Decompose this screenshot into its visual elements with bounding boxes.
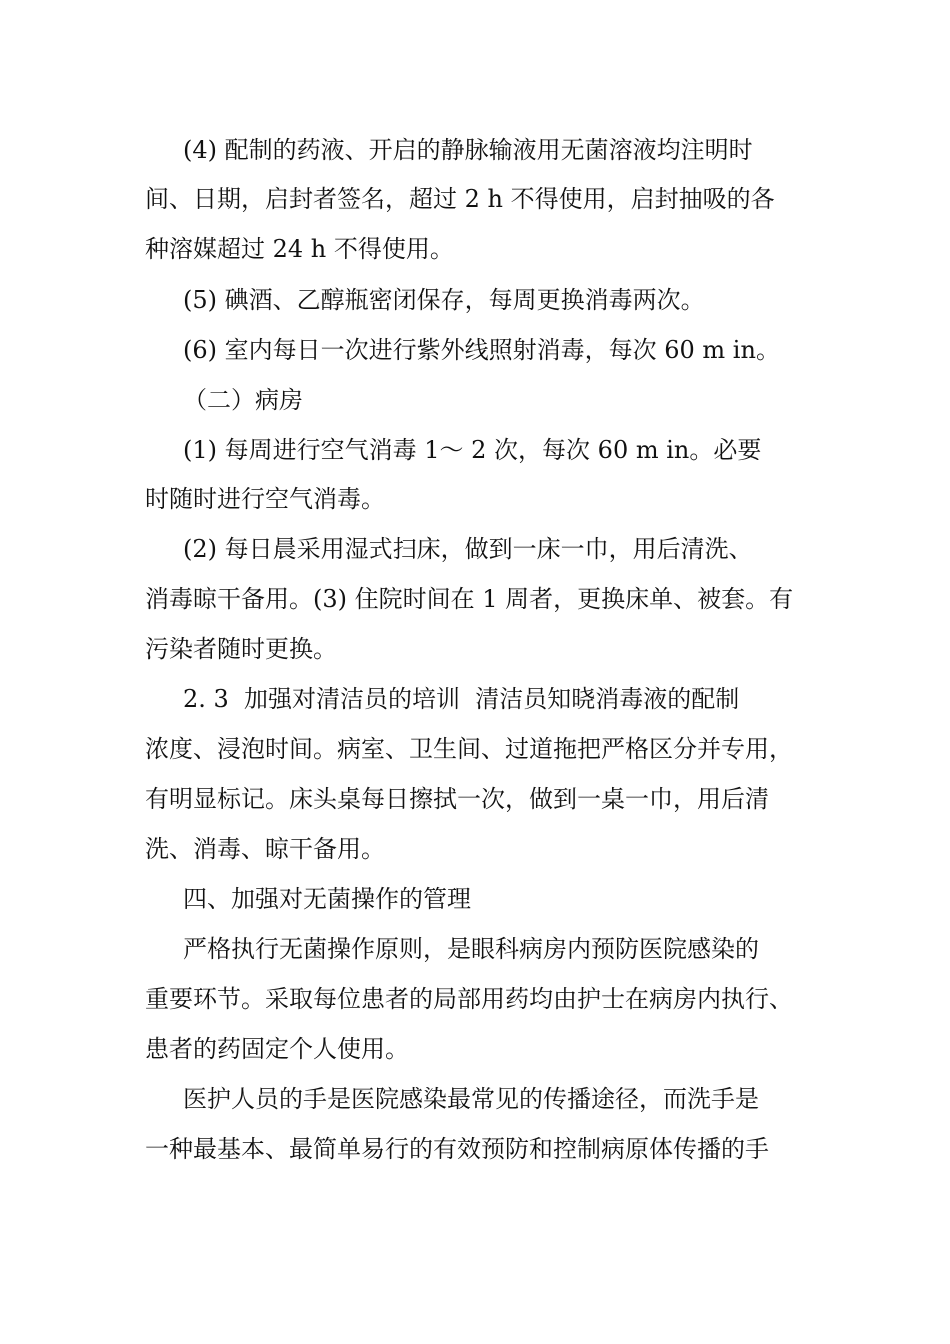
text-line: 重要环节。采取每位患者的局部用药均由护士在病房内执行、	[145, 985, 793, 1013]
section-heading: （二）病房	[183, 386, 303, 414]
text-line: 浓度、浸泡时间。病室、卫生间、过道拖把严格区分并专用，	[145, 735, 793, 763]
text-line: 时随时进行空气消毒。	[145, 485, 385, 513]
text-line: 患者的药固定个人使用。	[145, 1035, 409, 1063]
text-line: 种溶媒超过 24 h 不得使用。	[145, 235, 454, 263]
text-line: (4) 配制的药液、开启的静脉输液用无菌溶液均注明时	[183, 136, 753, 164]
text-line: 医护人员的手是医院感染最常见的传播途径，而洗手是	[183, 1085, 759, 1113]
text-line: 严格执行无菌操作原则，是眼科病房内预防医院感染的	[183, 935, 759, 963]
text-line: (6) 室内每日一次进行紫外线照射消毒，每次 60 m in。	[183, 336, 780, 364]
section-heading: 四、加强对无菌操作的管理	[183, 885, 471, 913]
text-line: (2) 每日晨采用湿式扫床，做到一床一巾，用后清洗、	[183, 535, 753, 563]
text-line: (5) 碘酒、乙醇瓶密闭保存，每周更换消毒两次。	[183, 286, 705, 314]
section-heading: 2. 3 加强对清洁员的培训 清洁员知晓消毒液的配制	[183, 685, 740, 713]
text-line: 一种最基本、最简单易行的有效预防和控制病原体传播的手	[145, 1135, 769, 1163]
text-line: 洗、消毒、晾干备用。	[145, 835, 385, 863]
text-line: 有明显标记。床头桌每日擦拭一次，做到一桌一巾，用后清	[145, 785, 769, 813]
text-line: 间、日期，启封者签名，超过 2 h 不得使用，启封抽吸的各	[145, 185, 775, 213]
text-line: 污染者随时更换。	[145, 635, 337, 663]
text-line: (1) 每周进行空气消毒 1～ 2 次，每次 60 m in。必要	[183, 436, 762, 464]
text-line: 消毒晾干备用。(3) 住院时间在 1 周者，更换床单、被套。有	[145, 585, 794, 613]
